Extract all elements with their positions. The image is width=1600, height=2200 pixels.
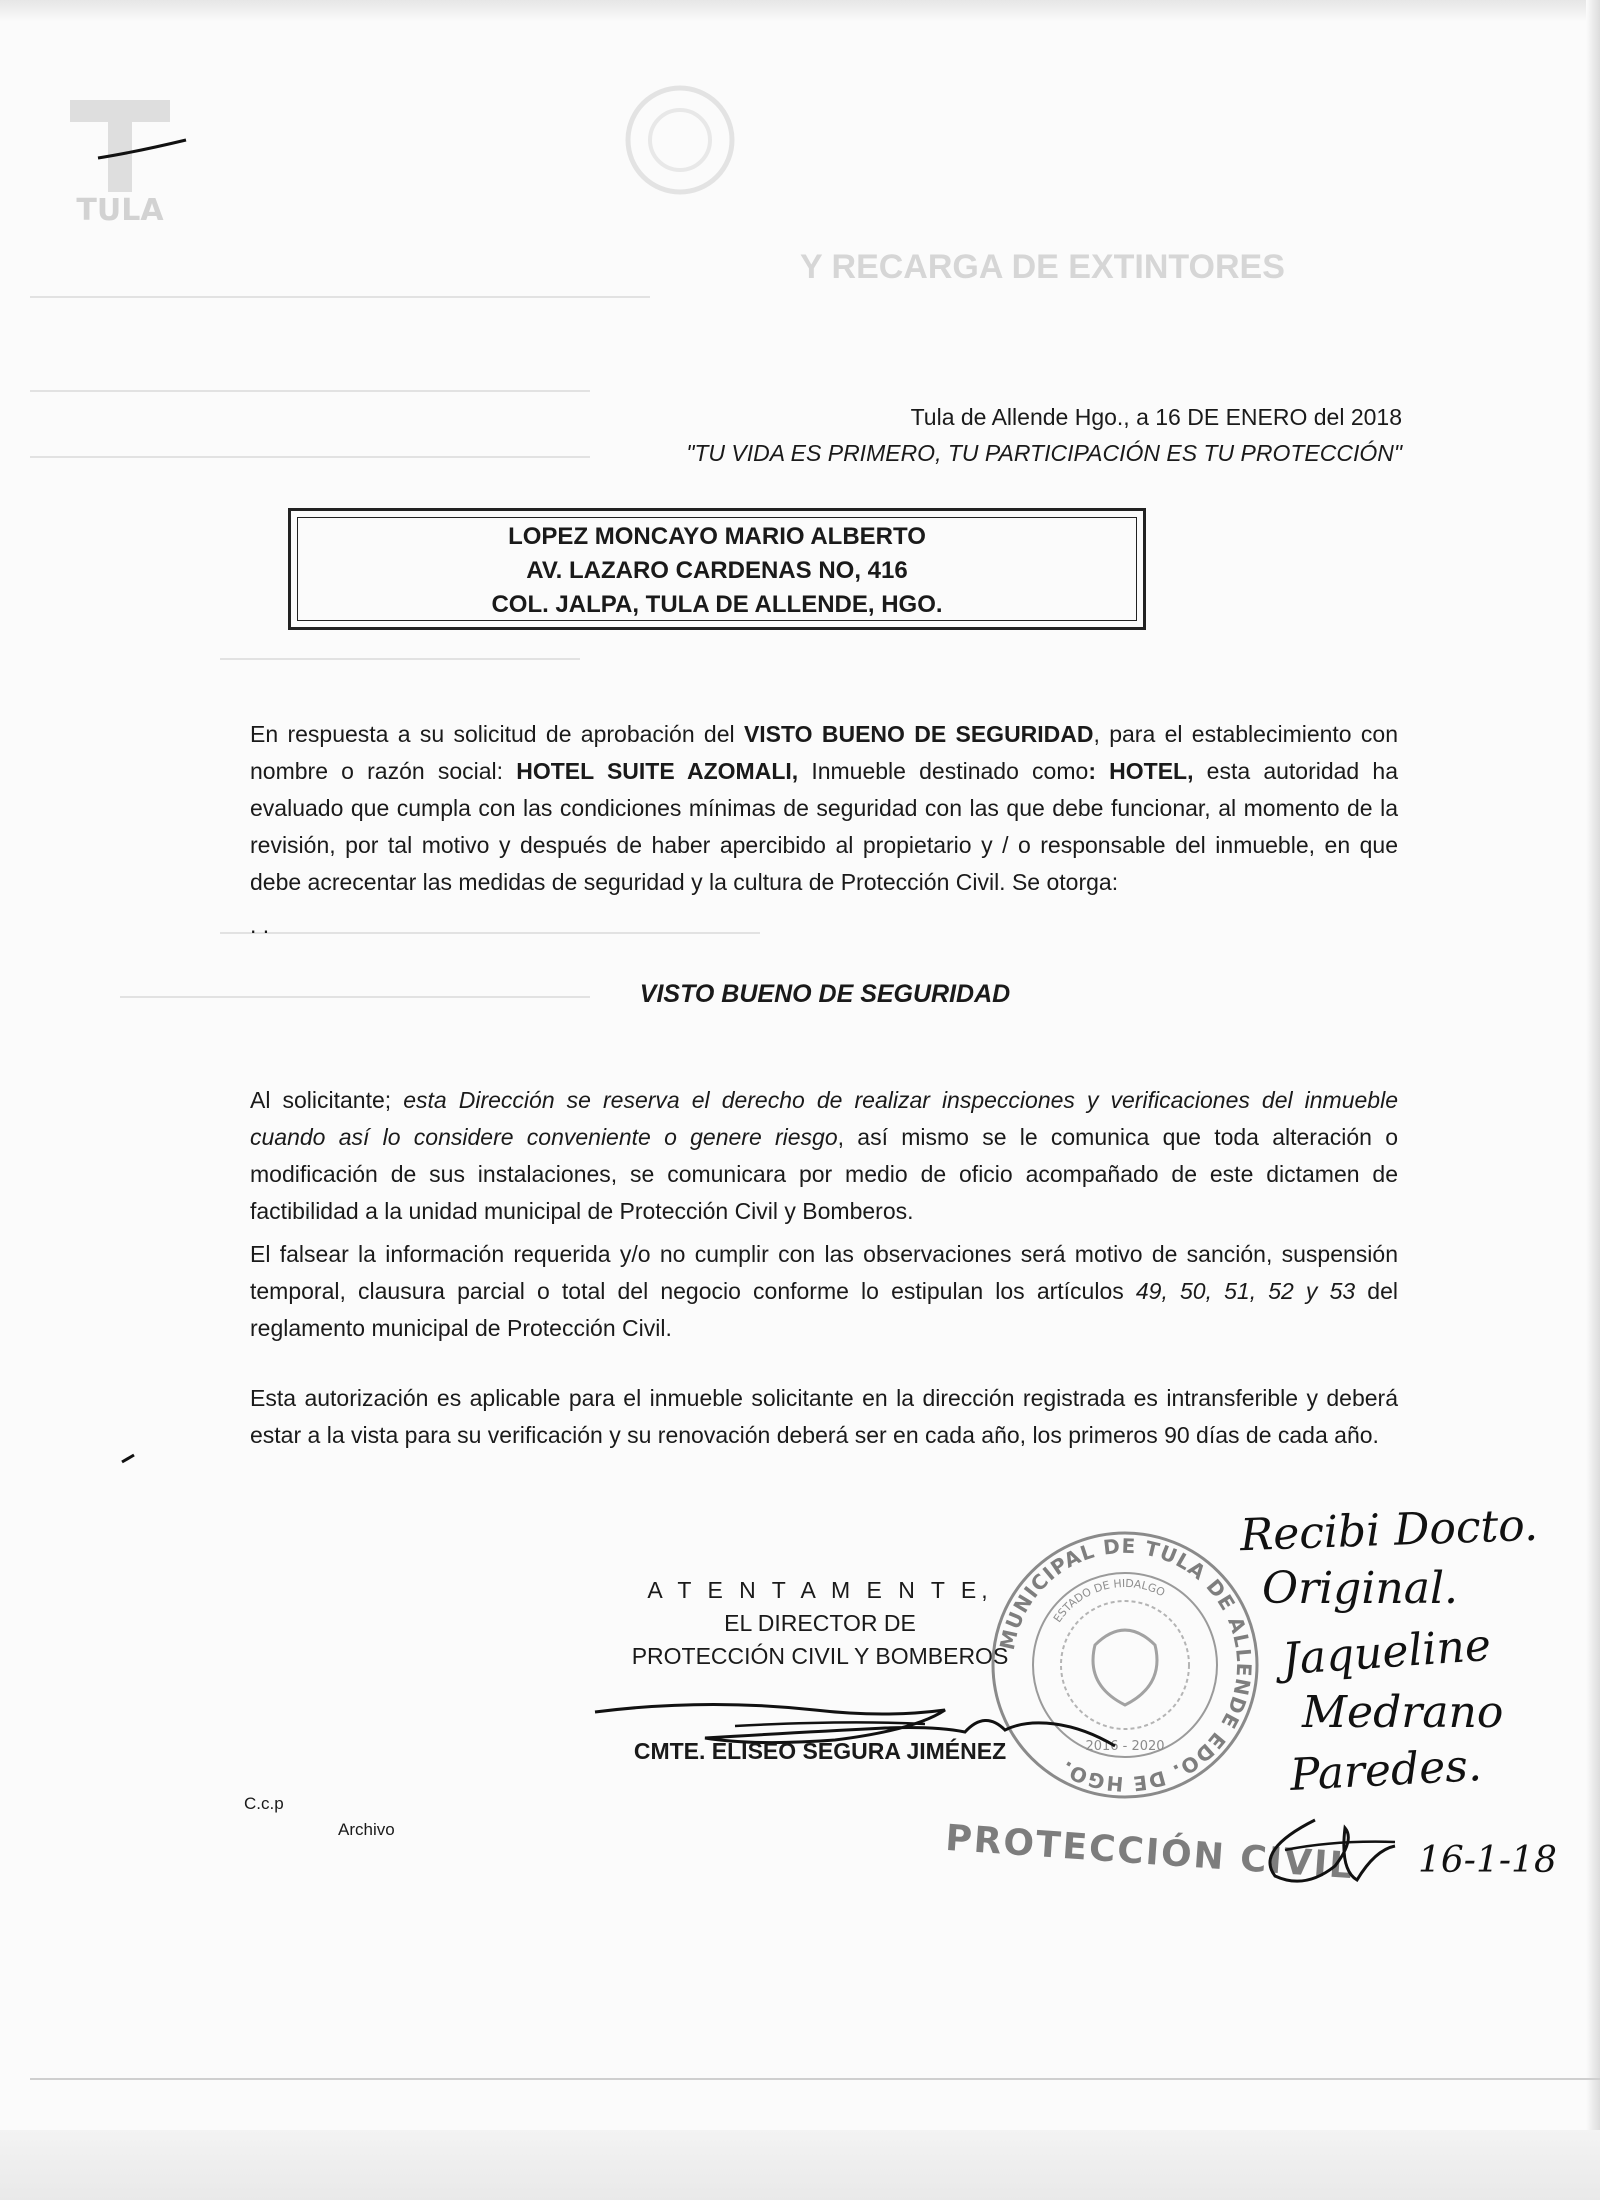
place-date: Tula de Allende Hgo., a 16 DE ENERO del 2018 [910,404,1402,430]
svg-text:ESTADO DE HIDALGO [1051,1577,1167,1625]
p2-text: , así mismo se le comunica que toda alteración o modificación de sus instalaciones, se comunicara por medio de oficio acompañado de este dictamen de factibilidad a la unidad municipal de Protección Civil y Bomberos. [250,1124,1398,1224]
p1-text: Inmueble destinado como [798,758,1089,784]
handwritten-line: Medrano [1302,1687,1504,1738]
director-name: CMTE. ELISEO SEGURA JIMÉNEZ [633,1738,1007,1764]
handwritten-date: 16-1-18 [1418,1840,1557,1881]
handwritten-line: Paredes. [1288,1740,1483,1801]
paragraph-validity: Esta autorización es aplicable para el inmueble solicitante en la dirección registrada es intransferible y deberá estar a la vista para su verificación y su renovación deberá ser en cada año, los primeros 90 días de cada año. [250,1385,1398,1448]
handwritten-line: Original. [1262,1563,1459,1614]
paragraph-request [250,716,1398,901]
handwritten-line: Recibi Docto. [1239,1499,1539,1562]
pen-mark-icon [96,132,196,162]
p3-text: El falsear la información requerida y/o no cumplir con las observaciones será motivo de sanción, suspensión temporal, clausura parcial o total del negocio conforme lo estipulan los artículos [250,1241,1398,1304]
p1-text: En respuesta a su solicitud de aprobación del [250,721,744,747]
signature-block [600,1574,1040,1673]
director-title-1: EL DIRECTOR DE [724,1610,916,1636]
ghost-line [220,658,580,660]
p2-italic: esta Dirección se reserva el derecho de realizar inspecciones y verificaciones del inmueble cuando así lo considere conveniente o genere riesgo [250,1087,1398,1150]
p1-visto-bueno: VISTO BUENO DE SEGURIDAD [743,721,1094,747]
recipient-box [288,508,1146,630]
ghost-line [30,296,650,298]
ghost-heading: Y RECARGA DE EXTINTORES [800,248,1285,286]
scan-bottom-rule [30,2078,1600,2080]
recipient-inner [297,517,1137,621]
p1-use: : HOTEL, [1088,758,1194,784]
paragraph-sanction [250,1236,1398,1347]
seal-text: MUNICIPAL DE TULA DE ALLENDE EDO. DE HGO. [994,1533,1257,1797]
receiver-signature-icon [1245,1810,1415,1890]
scan-bottom-edge [0,2130,1600,2200]
p3-text: del reglamento municipal de Protección Civil. [250,1278,1398,1341]
paragraph-applicant [250,1082,1398,1230]
seal-inner-text: ESTADO DE HIDALGO [1050,1576,1168,1625]
scan-top-edge [0,0,1600,22]
p1-text: esta autoridad ha evaluado que cumpla con las condiciones mínimas de seguridad con las que debe funcionar, al momento de la revisión, por tal motivo y después de haber apercibido al propietario y / o responsable del inmueble, en que debe acrecentar las medidas de seguridad y la cultura de Protección Civil. Se otorga: [250,758,1398,895]
ghost-emblem-icon [620,80,740,200]
ghost-line [220,932,760,934]
closing: A T E N T A M E N T E, [647,1577,993,1603]
dots: . . [250,912,270,938]
ccp-label: C.c.p [244,1794,284,1813]
p1-text: , para el establecimiento con nombre o razón social: [250,721,1398,784]
motto: "TU VIDA ES PRIMERO, TU PARTICIPACIÓN ES TU PROTECCIÓN" [686,440,1402,466]
recipient-name: LOPEZ MONCAYO MARIO ALBERTO [508,523,926,550]
stamp-label: PROTECCIÓN CIVIL [944,1817,1356,1888]
recipient-address: AV. LAZARO CARDENAS NO, 416 [526,557,908,584]
p2-text: Al solicitante; [250,1087,404,1113]
ghost-line [30,390,590,392]
ghost-logo-text: TULA [76,193,164,228]
p3-articles: 49, 50, 51, 52 y 53 [1135,1278,1356,1304]
ghost-line [30,456,590,458]
handwritten-line: Jaqueline [1280,1619,1493,1686]
seal-year: 2016 - 2020 [1085,1739,1165,1754]
archivo-label: Archivo [338,1820,395,1839]
recipient-colony: COL. JALPA, TULA DE ALLENDE, HGO. [491,591,943,618]
grant-heading: VISTO BUENO DE SEGURIDAD [639,980,1011,1008]
handwritten-receipt [1239,1499,1570,1855]
scan-right-edge [1586,0,1600,2200]
p1-business-name: HOTEL SUITE AZOMALI, [516,758,799,784]
ink-tick-icon [120,1452,136,1464]
director-title-2: PROTECCIÓN CIVIL Y BOMBEROS [631,1643,1009,1669]
